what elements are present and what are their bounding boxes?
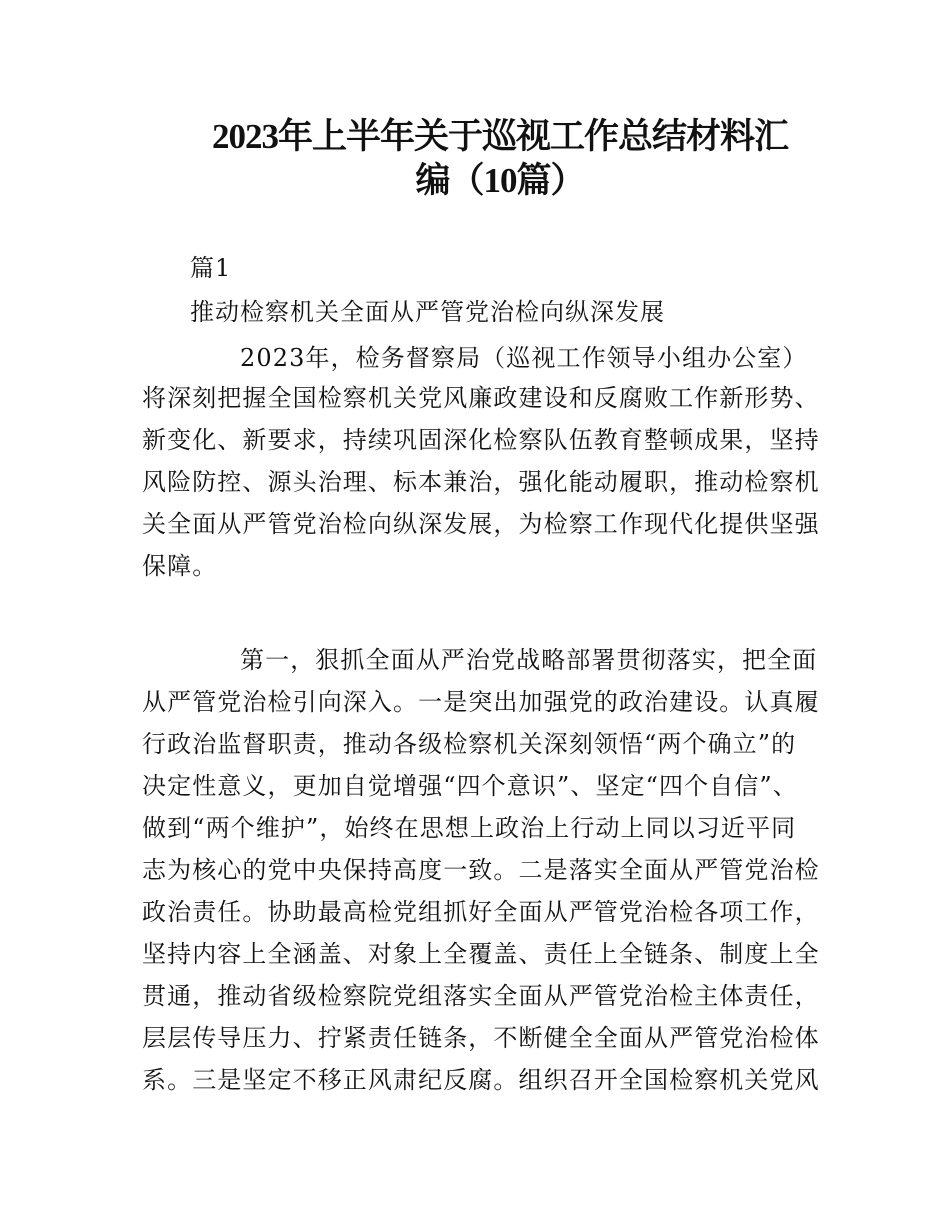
paragraph-line: 志为核心的党中央保持高度一致。二是落实全面从严管党治检	[142, 856, 820, 884]
paragraph-line: 风险防控、源头治理、标本兼治，强化能动履职，推动检察机	[142, 468, 820, 496]
paragraph-line: 将深刻把握全国检察机关党风廉政建设和反腐败工作新形势、	[142, 384, 820, 412]
paragraph-line: 保障。	[142, 552, 218, 580]
document-title-line-1: 2023年上半年关于巡视工作总结材料汇	[211, 117, 788, 156]
document-title-line-2: 编（10篇）	[415, 161, 585, 200]
paragraph-line: 关全面从严管党治检向纵深发展，为检察工作现代化提供坚强	[142, 510, 820, 538]
paragraph-line: 行政治监督职责，推动各级检察机关深刻领悟“两个确立”的	[142, 730, 797, 758]
paragraph-line: 层层传导压力、拧紧责任链条，不断健全全面从严管党治检体	[142, 1024, 820, 1052]
paragraph-line: 2023年，检务督察局（巡视工作领导小组办公室）	[240, 344, 808, 372]
article-title: 推动检察机关全面从严管党治检向纵深发展	[190, 298, 665, 326]
paragraph-line: 贯通，推动省级检察院党组落实全面从严管党治检主体责任，	[142, 982, 820, 1010]
paragraph-line: 决定性意义，更加自觉增强“四个意识”、坚定“四个自信”、	[142, 772, 798, 800]
paragraph-line: 坚持内容上全涵盖、对象上全覆盖、责任上全链条、制度上全	[142, 940, 820, 968]
paragraph-line: 从严管党治检引向深入。一是突出加强党的政治建设。认真履	[142, 688, 820, 716]
paragraph-line: 新变化、新要求，持续巩固深化检察队伍教育整顿成果，坚持	[142, 426, 820, 454]
paragraph-line: 做到“两个维护”，始终在思想上政治上行动上同以习近平同	[142, 814, 797, 842]
section-label: 篇1	[190, 254, 232, 282]
paragraph-line: 政治责任。协助最高检党组抓好全面从严管党治检各项工作，	[142, 898, 820, 926]
paragraph-line: 系。三是坚定不移正风肃纪反腐。组织召开全国检察机关党风	[142, 1066, 820, 1094]
paragraph-line: 第一，狠抓全面从严治党战略部署贯彻落实，把全面	[240, 646, 818, 674]
